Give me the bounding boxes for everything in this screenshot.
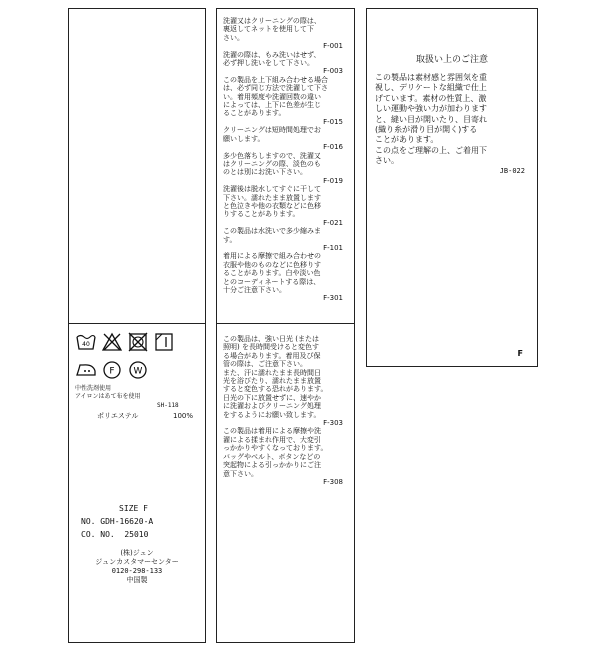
wash-40-neutral-icon: [75, 331, 97, 353]
text-line: っかかりやすくなっております。: [223, 444, 328, 453]
care-notes: 中性洗剤使用 アイロンはあて布を使用: [75, 385, 141, 400]
no-tumble-dry-icon: [127, 331, 149, 353]
company-name: (株)ジュン: [120, 549, 154, 557]
code-line: F-016: [323, 143, 343, 152]
text-line: また、汗に濡れたまま長時間日: [223, 368, 321, 377]
text-line: はクリーニングの際、淡色のも: [223, 159, 321, 168]
code-line: F-101: [323, 243, 343, 252]
care-instructions-lower: [223, 335, 349, 486]
text-line: この製品は、強い日光 (または: [223, 335, 319, 343]
text-line: 下さい。濡れたまま放置します: [223, 193, 321, 202]
text-line: 洗濯後は脱水してすぐに干して: [223, 185, 321, 194]
caution-code: JB-022: [499, 167, 525, 175]
size-line: SIZE F: [119, 504, 148, 513]
caution-body: この製品は素材感と雰囲気を重 視し、デリケートな組織で仕上 げています。素材の性質上、激 しい運動や強い力が加わります と、縫い目が開いたり、目寄れ (織り糸が滑り目が開く)する ことがあります。 この点をご理解の上、ご着用下 さい。: [375, 73, 487, 166]
code-line: F-019: [323, 176, 343, 185]
code-line: F-015: [323, 117, 343, 126]
text-line: 衣服や他のものなどに色移りす: [223, 260, 321, 269]
text-line: 管の際は、ご注意下さい。: [223, 360, 307, 369]
care-instructions-upper: [223, 17, 349, 303]
phone-number: 0120-298-133: [111, 567, 163, 575]
text-line: さい。: [223, 33, 244, 42]
text-line: と色泣きや他の衣類などに色移: [223, 201, 321, 210]
text-line: のとは別にお洗い下さい。: [223, 168, 307, 177]
text-line: 照明) を長時間受けると変色す: [223, 343, 319, 352]
customer-center: ジュンカスタマーセンター: [95, 558, 179, 566]
no-bleach-icon: [101, 331, 123, 353]
material-percent: 100%: [173, 412, 194, 420]
text-line: 洗濯又はクリーニングの際は、: [223, 17, 321, 25]
text-line: ることがあります。: [223, 109, 286, 118]
text-line: バッグやベルト、ボタンなどの: [223, 452, 321, 461]
text-line: すると変色する恐れがあります。: [223, 385, 328, 394]
text-line: 必ず押し洗いをして下さい。: [223, 59, 314, 68]
caution-title: 取扱い上のご注意: [415, 55, 488, 65]
code-line: F-308: [323, 477, 343, 486]
text-line: をするようにお願い致します。: [223, 410, 321, 419]
dry-clean-f-icon: [101, 359, 123, 381]
text-line: 日光の下に放置せずに、速やか: [223, 393, 321, 402]
caution-label: [366, 8, 538, 367]
care-symbols-row-1: [75, 331, 175, 353]
code-line: F-021: [323, 218, 343, 227]
code-line: F-301: [323, 294, 343, 303]
wet-clean-letter: W: [133, 366, 143, 377]
size-mark: F: [517, 349, 523, 358]
text-line: す。: [223, 235, 237, 244]
text-line: りすることがあります。: [223, 210, 300, 219]
text-line: に洗濯およびクリーニング処理: [223, 402, 321, 411]
text-line: 光を浴びたり、濡れたまま放置: [223, 377, 321, 386]
dry-clean-letter: F: [109, 366, 115, 377]
text-line: この製品は水洗いで多少縮みま: [223, 227, 321, 236]
text-line: 願いします。: [223, 134, 265, 143]
text-line: 突起物による引っかかりにご注: [223, 461, 321, 470]
text-line: 裏返してネットを使用して下: [223, 25, 314, 34]
country-of-origin: 中国製: [126, 576, 148, 584]
text-line: によっては、上下に色差が生じ: [223, 101, 321, 110]
code-line: F-303: [323, 419, 343, 428]
text-line: とのコーディネートする際は、: [223, 277, 321, 286]
label-divider: [217, 323, 354, 324]
shade-dry-icon: [153, 331, 175, 353]
text-line: 多少色落ちしますので、洗濯又: [223, 151, 321, 160]
product-number: NO. GDH-16620-A: [81, 517, 154, 526]
code-line: F-001: [323, 42, 343, 51]
text-line: 意下さい。: [223, 469, 258, 478]
label-divider: [69, 323, 205, 324]
text-line: この製品は着用による摩擦や洗: [223, 427, 321, 436]
text-line: 着用による摩擦で組み合わせの: [223, 252, 321, 261]
code-line: F-003: [323, 67, 343, 76]
care-code: SH-118: [157, 402, 179, 409]
wet-clean-w-icon: [127, 359, 149, 381]
text-line: この製品を上下組み合わせる場合: [223, 75, 328, 84]
iron-medium-icon: [75, 359, 97, 381]
text-line: は、必ず同じ方法で洗濯して下さ: [223, 84, 328, 93]
text-line: る場合があります。着用及び保: [223, 351, 321, 360]
co-number: CO. NO. 25010: [81, 530, 149, 539]
wash-temp-label: 40: [82, 341, 90, 348]
text-line: い。着用頻度や洗濯回数の違い: [223, 92, 321, 101]
care-label-left: [68, 8, 206, 643]
text-line: 洗濯の際は、もみ洗いはせず、: [223, 50, 321, 59]
text-line: 十分ご注意下さい。: [223, 286, 286, 294]
text-line: クリーニングは短時間処理でお: [223, 126, 321, 135]
care-symbols-row-2: [75, 359, 149, 381]
text-line: ることがあります。白や淡い色: [223, 269, 321, 278]
care-label-middle: [216, 8, 355, 643]
text-line: 濯による揉まれ作用で、大変引: [223, 435, 321, 444]
material-name: ポリエステル: [97, 412, 139, 420]
